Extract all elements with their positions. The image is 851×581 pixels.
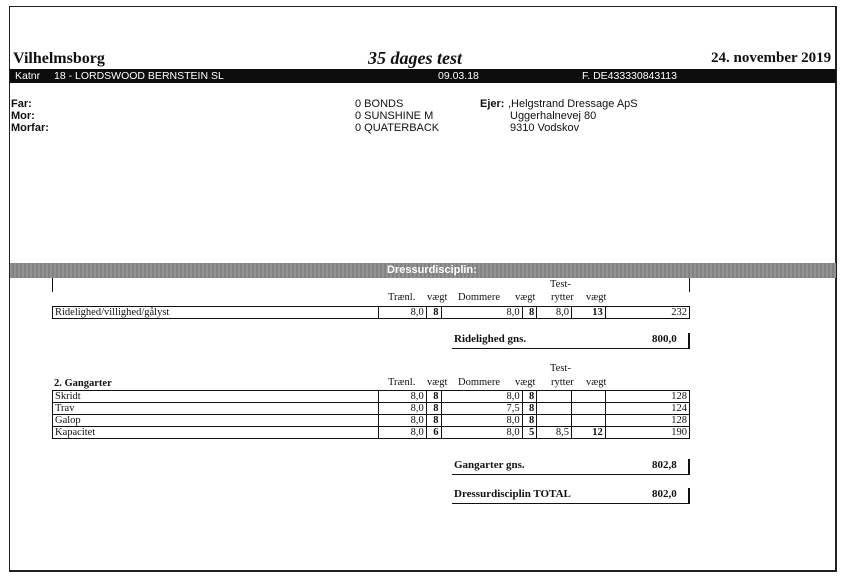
row-name: Kapacitet	[53, 427, 379, 439]
row-total: 232	[605, 307, 689, 319]
dommere-score: 8,0	[441, 427, 522, 439]
gangarter-summary-rule	[452, 474, 690, 475]
traenl-score: 8,0	[379, 403, 426, 415]
weight-3: 12	[572, 427, 606, 439]
mor-value: 0 SUNSHINE M	[355, 110, 434, 122]
owner-label: Ejer:	[480, 98, 505, 110]
weight-1: 8	[426, 415, 441, 427]
dommere-score: 8,0	[441, 415, 522, 427]
box-left-line	[52, 278, 53, 292]
section-title: Dressurdisciplin:	[387, 264, 477, 276]
total-value: 802,0	[652, 488, 677, 500]
gangarter-summary-value: 802,8	[652, 459, 677, 471]
weight-2: 5	[522, 427, 537, 439]
traenl-score: 8,0	[379, 427, 426, 439]
dommere-score: 8,0	[441, 307, 522, 319]
weight-2: 8	[522, 403, 537, 415]
col-vaegt-4: vægt	[427, 377, 448, 388]
col-test-top-2: Test-	[550, 363, 571, 374]
weight-1: 6	[426, 427, 441, 439]
weight-2: 8	[522, 307, 537, 319]
weight-2: 8	[522, 415, 537, 427]
total-label: Dressurdisciplin TOTAL	[454, 488, 571, 500]
row-name: Ridelighed/villighed/gålyst	[53, 307, 379, 319]
section-bar	[10, 263, 836, 278]
gangarter-summary-label: Gangarter gns.	[454, 459, 525, 471]
ridelighed-summary-bar	[688, 333, 690, 348]
col-vaegt-3: vægt	[586, 292, 607, 303]
weight-3: 13	[572, 307, 606, 319]
weight-1: 8	[426, 403, 441, 415]
weight-3	[572, 415, 606, 427]
far-value: 0 BONDS	[355, 98, 404, 110]
page-frame	[9, 6, 837, 572]
table-row	[53, 307, 690, 319]
col-vaegt-6: vægt	[586, 377, 607, 388]
table-row	[53, 415, 690, 427]
testrytter-score	[537, 403, 572, 415]
owner-street: Uggerhalnevej 80	[510, 110, 597, 122]
birth-date: 09.03.18	[438, 70, 479, 82]
row-name: Trav	[53, 403, 379, 415]
dommere-score: 8,0	[441, 391, 522, 403]
gangarter-title: 2. Gangarter	[54, 378, 112, 389]
registration-number: F. DE433330843113	[582, 70, 677, 82]
far-label: Far:	[11, 98, 32, 110]
table-row	[53, 391, 690, 403]
ridelighed-summary-rule	[452, 348, 690, 349]
morfar-value: 0 QUATERBACK	[355, 122, 440, 134]
weight-2: 8	[522, 391, 537, 403]
col-dommere-2: Dommere	[458, 377, 500, 388]
ridelighed-summary-value: 800,0	[652, 333, 677, 345]
ridelighed-table	[52, 306, 690, 319]
katnr-label: Katnr	[15, 70, 41, 82]
testrytter-score	[537, 391, 572, 403]
col-test-top: Test-	[550, 279, 571, 290]
gangarter-table	[52, 390, 690, 439]
row-total: 128	[605, 391, 689, 403]
place-name: Vilhelmsborg	[13, 50, 105, 67]
row-total: 190	[605, 427, 689, 439]
ridelighed-summary-label: Ridelighed gns.	[454, 333, 527, 345]
traenl-score: 8,0	[379, 391, 426, 403]
testrytter-score: 8,5	[537, 427, 572, 439]
table-row	[53, 403, 690, 415]
weight-3	[572, 403, 606, 415]
horse-bar	[10, 69, 836, 83]
horse-name: 18 - LORDSWOOD BERNSTEIN SL	[54, 70, 224, 82]
traenl-score: 8,0	[379, 415, 426, 427]
weight-1: 8	[426, 307, 441, 319]
row-total: 124	[605, 403, 689, 415]
col-vaegt-1: vægt	[427, 292, 448, 303]
col-vaegt-5: vægt	[515, 377, 536, 388]
table-row	[53, 427, 690, 439]
box-right-line	[689, 278, 690, 292]
test-title: 35 dages test	[368, 48, 462, 68]
owner-city: 9310 Vodskov	[510, 122, 580, 134]
owner-name: ,Helgstrand Dressage ApS	[508, 98, 638, 110]
col-vaegt-2: vægt	[515, 292, 536, 303]
mor-label: Mor:	[11, 110, 35, 122]
row-name: Galop	[53, 415, 379, 427]
col-rytter-2: rytter	[551, 377, 574, 388]
testrytter-score	[537, 415, 572, 427]
dommere-score: 7,5	[441, 403, 522, 415]
col-rytter: rytter	[551, 292, 574, 303]
total-bar	[688, 488, 690, 503]
weight-1: 8	[426, 391, 441, 403]
col-traenl-2: Trænl.	[388, 377, 416, 388]
total-rule	[452, 503, 690, 504]
row-total: 128	[605, 415, 689, 427]
col-dommere: Dommere	[458, 292, 500, 303]
weight-3	[572, 391, 606, 403]
col-traenl: Trænl.	[388, 292, 416, 303]
gangarter-summary-bar	[688, 459, 690, 474]
row-name: Skridt	[53, 391, 379, 403]
morfar-label: Morfar:	[11, 122, 49, 134]
testrytter-score: 8,0	[537, 307, 572, 319]
traenl-score: 8,0	[379, 307, 426, 319]
test-date: 24. november 2019	[711, 50, 832, 66]
